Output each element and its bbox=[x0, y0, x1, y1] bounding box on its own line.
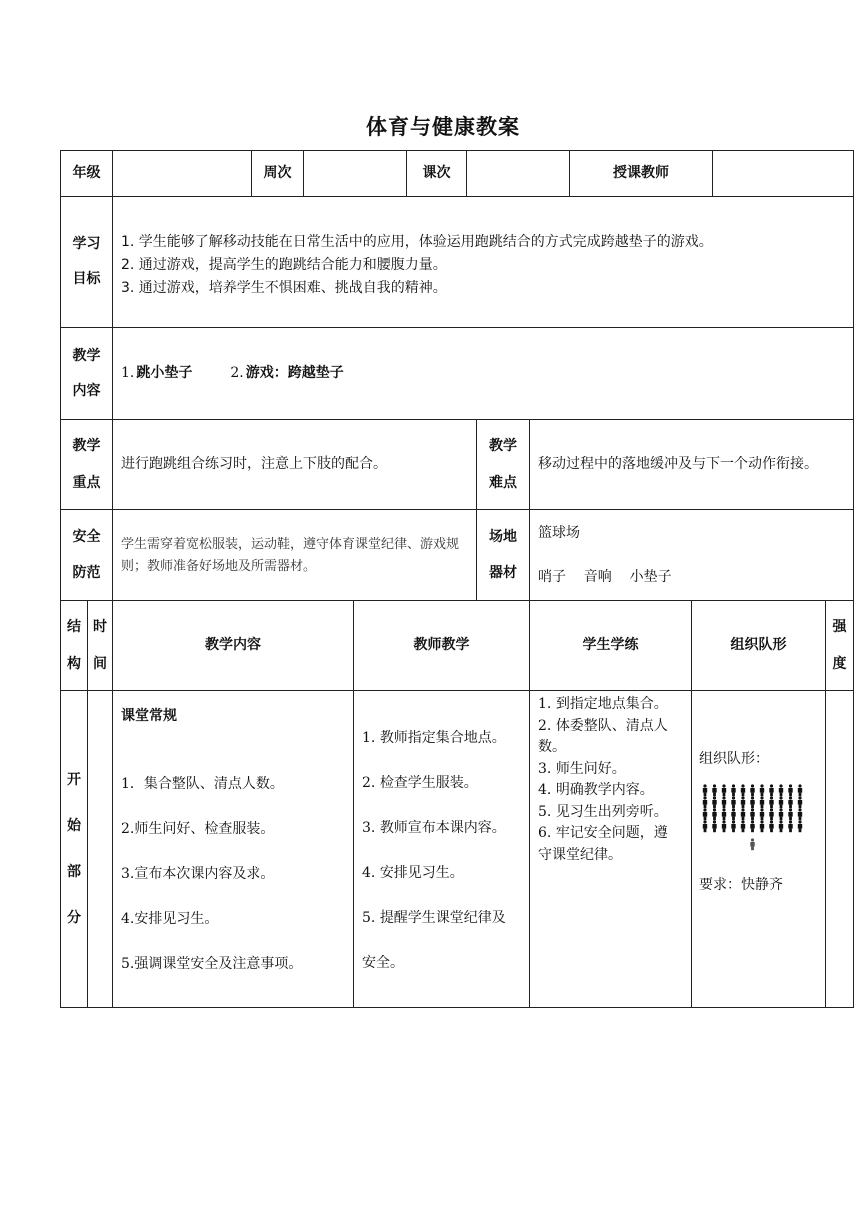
list-item: 2. 体委整队、清点人 bbox=[538, 717, 668, 734]
student-figure bbox=[703, 784, 707, 796]
student-figure bbox=[760, 796, 764, 808]
student-figure bbox=[760, 808, 764, 820]
venue-label: 场地 器材 bbox=[476, 509, 530, 601]
safety-label: 安全 防范 bbox=[60, 509, 113, 601]
equipment-value: 哨子 音响 小垫子 bbox=[538, 569, 672, 585]
student-figure bbox=[731, 784, 735, 796]
list-item: 数。 bbox=[538, 739, 566, 755]
col-time: 时 间 bbox=[87, 600, 113, 691]
list-item: 2. 检查学生服装。 bbox=[362, 775, 478, 791]
student-figure bbox=[769, 784, 773, 796]
student-figure bbox=[703, 808, 707, 820]
section-start-student bbox=[529, 690, 692, 1008]
list-item: 6. 牢记安全问题，遵 bbox=[538, 825, 668, 841]
venue-text bbox=[529, 509, 854, 601]
objective-item: 2. 通过游戏，提高学生的跑跳结合能力和腰腹力量。 bbox=[121, 257, 447, 273]
safety-text: 学生需穿着宽松服装，运动鞋，遵守体育课堂纪律、游戏规则；教师准备好场地及所需器材。 bbox=[112, 509, 477, 601]
section-start-label: 开 始 部 分 bbox=[60, 690, 88, 1008]
teacher-label: 授课教师 bbox=[569, 150, 713, 197]
list-item: 2.师生问好、检查服装。 bbox=[121, 820, 275, 837]
student-figure bbox=[722, 796, 726, 808]
student-figure bbox=[712, 820, 716, 832]
student-figure bbox=[750, 784, 754, 796]
objectives-text bbox=[112, 196, 854, 328]
col-content: 教学内容 bbox=[112, 600, 354, 691]
student-figure bbox=[741, 784, 745, 796]
objective-item: 3. 通过游戏，培养学生不惧困难、挑战自我的精神。 bbox=[121, 280, 447, 296]
list-item-cont: 安全。 bbox=[362, 955, 404, 971]
section-start-teacher bbox=[353, 690, 530, 1008]
student-figure bbox=[712, 808, 716, 820]
formation-requirement: 要求：快静齐 bbox=[699, 876, 783, 893]
student-figure bbox=[722, 820, 726, 832]
student-figure bbox=[788, 784, 792, 796]
col-formation: 组织队形 bbox=[691, 600, 826, 691]
student-figure bbox=[779, 808, 783, 820]
difficulty-label: 教学 难点 bbox=[476, 419, 530, 510]
grade-value bbox=[112, 150, 252, 197]
student-figure bbox=[760, 820, 764, 832]
student-figure bbox=[798, 820, 802, 832]
content-item-1: 跳小垫子 bbox=[136, 364, 193, 381]
section-start-content bbox=[112, 690, 354, 1008]
objective-item: 1. 学生能够了解移动技能在日常生活中的应用，体验运用跑跳结合的方式完成跨越垫子的游戏。 bbox=[121, 234, 713, 250]
list-item: 1．集合整队、清点人数。 bbox=[121, 775, 284, 792]
col-student: 学生学练 bbox=[529, 600, 692, 691]
student-figure bbox=[731, 796, 735, 808]
student-figure bbox=[741, 808, 745, 820]
list-item: 3. 教师宣布本课内容。 bbox=[362, 820, 506, 836]
list-item: 5. 见习生出列旁听。 bbox=[538, 803, 668, 820]
lesson-label: 课次 bbox=[406, 150, 467, 197]
student-figure bbox=[703, 796, 707, 808]
section-start-time bbox=[87, 690, 113, 1008]
week-label: 周次 bbox=[251, 150, 304, 197]
student-figure bbox=[722, 784, 726, 796]
focus-text: 进行跑跳组合练习时，注意上下肢的配合。 bbox=[112, 419, 477, 510]
difficulty-text: 移动过程中的落地缓冲及与下一个动作衔接。 bbox=[529, 419, 854, 510]
student-figure bbox=[779, 820, 783, 832]
student-figure bbox=[779, 796, 783, 808]
student-figure bbox=[712, 784, 716, 796]
list-item: 3. 师生问好。 bbox=[538, 760, 626, 777]
list-item: 5. 提醒学生课堂纪律及 bbox=[362, 910, 506, 926]
student-figure bbox=[769, 820, 773, 832]
section-start-formation bbox=[691, 690, 826, 1008]
objectives-label: 学习 目标 bbox=[60, 196, 113, 328]
student-figure bbox=[731, 820, 735, 832]
formation-label: 组织队形： bbox=[699, 751, 769, 767]
student-figure bbox=[741, 796, 745, 808]
content-label: 教学 内容 bbox=[60, 327, 113, 420]
week-value bbox=[303, 150, 407, 197]
student-list bbox=[538, 694, 691, 866]
student-figure bbox=[798, 808, 802, 820]
list-item: 1. 到指定地点集合。 bbox=[538, 696, 668, 712]
teacher-list bbox=[362, 716, 529, 986]
venue-value: 篮球场 bbox=[538, 525, 580, 541]
list-item: 守课堂纪律。 bbox=[538, 846, 622, 863]
page-title: 体育与健康教案 bbox=[366, 115, 520, 139]
student-figure bbox=[750, 820, 754, 832]
student-figure bbox=[722, 808, 726, 820]
list-item: 5.强调课堂安全及注意事项。 bbox=[121, 955, 303, 972]
content-item-2: 游戏：跨越垫子 bbox=[245, 364, 344, 381]
col-teacher: 教师教学 bbox=[353, 600, 530, 691]
student-figure bbox=[731, 808, 735, 820]
student-figure bbox=[741, 820, 745, 832]
teacher-figure bbox=[750, 838, 754, 850]
student-figure bbox=[703, 820, 707, 832]
student-figure bbox=[760, 784, 764, 796]
student-figure bbox=[788, 820, 792, 832]
lesson-value bbox=[466, 150, 570, 197]
student-figure bbox=[788, 808, 792, 820]
list-item: 1. 教师指定集合地点。 bbox=[362, 730, 506, 746]
student-figure bbox=[798, 784, 802, 796]
student-figure bbox=[712, 796, 716, 808]
list-item: 3.宣布本次课内容及求。 bbox=[121, 865, 275, 882]
student-figure bbox=[788, 796, 792, 808]
list-item: 4. 明确教学内容。 bbox=[538, 782, 654, 798]
student-figure bbox=[779, 784, 783, 796]
content-title: 课堂常规 bbox=[121, 708, 177, 724]
list-item: 4. 安排见习生。 bbox=[362, 865, 464, 881]
student-figure bbox=[769, 796, 773, 808]
focus-label: 教学 重点 bbox=[60, 419, 113, 510]
student-figure bbox=[769, 808, 773, 820]
list-item: 4.安排见习生。 bbox=[121, 910, 219, 927]
section-start-intensity bbox=[825, 690, 854, 1008]
content-list bbox=[121, 762, 353, 987]
student-formation-icon bbox=[701, 783, 811, 873]
student-figure bbox=[750, 796, 754, 808]
col-structure: 结 构 bbox=[60, 600, 88, 691]
student-figure bbox=[750, 808, 754, 820]
student-figure bbox=[798, 796, 802, 808]
grade-label: 年级 bbox=[60, 150, 113, 197]
content-text: 1. 跳小垫子 2. 游戏：跨越垫子 bbox=[112, 327, 854, 420]
col-intensity: 强 度 bbox=[825, 600, 854, 691]
teacher-value bbox=[712, 150, 854, 197]
